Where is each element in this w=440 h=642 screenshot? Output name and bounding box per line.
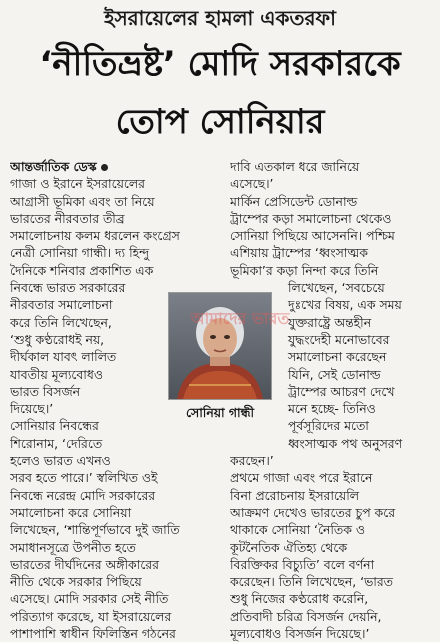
right-column-line: করেছেন। তিনি লিখেছেন, ‘ভারত xyxy=(230,574,393,590)
left-column-line: নেত্রী সোনিয়া গান্ধী। দ্য হিন্দু xyxy=(10,245,150,261)
right-column-line: ট্রাম্পের কড়া সমালোচনা থেকেও xyxy=(230,210,392,226)
right-column-line: প্রথমে গাজা এবং পরে ইরানে xyxy=(230,470,373,486)
right-column-line: এসেছে।’ xyxy=(230,176,274,192)
left-column-line: সমালোচনায় কলম ধরলেন কংগ্রেস xyxy=(10,228,180,244)
sonia-gandhi-photo xyxy=(168,292,272,400)
left-column-line: নিবন্ধে ভারত সরকারের xyxy=(10,280,126,296)
article-left-column xyxy=(10,158,222,642)
right-column-line: ধ্বংসাত্মক পথ অনুসরণ xyxy=(288,435,403,451)
left-column-line: শিরোনাম, ‘দেরিতে xyxy=(10,435,103,451)
right-column-line: যুক্তরাষ্ট্রে অন্তহীন xyxy=(288,314,372,330)
right-column-line: আক্রমণ দেখেও ভারতের চুপ করে xyxy=(230,504,396,520)
right-column-line: থাকাকে সোনিয়া ‘নৈতিক ও xyxy=(230,522,365,538)
dateline: আন্তর্জাতিক ডেস্ক xyxy=(10,158,222,175)
left-column-line: পরিত্যাগ করেছে, যা ইসরায়েলের xyxy=(10,608,172,624)
left-column-line: ভারতের নীরবতার তীব্র xyxy=(10,210,125,226)
left-column-line: নীতি থেকে সরকার পিছিয়ে xyxy=(10,574,142,590)
right-column-line: দুঃখের বিষয়, এক সময় xyxy=(288,297,402,313)
left-column-line: সরব হতে পারে।’ স্বলিখিত ওই xyxy=(10,470,158,486)
right-column-line: যুদ্ধংদেহী মনোভাবের xyxy=(288,331,390,347)
left-column-line: দিয়েছে।’ xyxy=(10,401,54,417)
bullet-dot-icon xyxy=(101,164,108,171)
left-column-line: ভারত বিসর্জন xyxy=(10,383,80,399)
right-column-line: মার্কিন প্রেসিডেন্ট ডোনাল্ড xyxy=(230,193,358,209)
right-column-line: সোনিয়া পিছিয়ে আসেননি। পশ্চিম xyxy=(230,228,395,244)
right-column-line: প্রতিবাদী চরিত্র বিসর্জন দেয়নি, xyxy=(230,608,382,624)
right-column-line: সমালোচনা করেছেন xyxy=(288,349,387,365)
left-column-line: হলেও ভারত এখনও xyxy=(10,453,111,469)
headline-line-2: তোপ সোনিয়ার xyxy=(115,102,325,142)
right-column-line: ট্রাম্পের আচরণ দেখে xyxy=(288,383,395,399)
right-column-line: দাবি এতকাল ধরে জানিয়ে xyxy=(230,159,360,174)
left-column-line: যাবতীয় মূল্যবোধও xyxy=(10,366,103,382)
left-column-line: দীর্ঘকাল যাবৎ লালিত xyxy=(10,349,117,365)
article-kicker: ইসরায়েলের হামলা একতরফা xyxy=(104,6,336,30)
right-column-line: মনে হচ্ছে- তিনিও xyxy=(288,401,376,417)
right-column-line: লিখেছেন, ‘সবচেয়ে xyxy=(288,280,385,296)
left-column-line: নীরবতার সমালোচনা xyxy=(10,297,113,313)
left-column-line: আগ্রাসী ভূমিকা এবং তা নিয়ে xyxy=(10,193,155,209)
headline-line-1: ‘নীতিভ্রষ্ট’ মোদি সরকারকে xyxy=(39,44,401,84)
article-right-column xyxy=(230,158,435,642)
right-column-line: করছেন।’ xyxy=(230,453,274,469)
left-column-line: লিখেছেন, ‘শান্তিপূর্ণভাবে দুই জাতি xyxy=(10,522,180,538)
right-column-line: এশিয়ায় ট্রাম্পের ‘ধ্বংসাত্মক xyxy=(230,245,368,261)
right-column-line: বিরক্তিকর বিচ্যুতি’ বলে বর্ণনা xyxy=(230,556,375,572)
right-column-line: পূর্বসূরিদের মতো xyxy=(288,418,369,434)
left-column-line: দৈনিকে শনিবার প্রকাশিত এক xyxy=(10,262,154,278)
right-column-line: কূটনৈতিক ঐতিহ্য থেকে xyxy=(230,539,348,555)
photo-caption: সোনিয়া গান্ধী xyxy=(185,405,255,420)
right-column-line: শুধু নিজের কণ্ঠরোধ করেনি, xyxy=(230,591,369,607)
left-column-line: সোনিয়ার নিবন্ধের xyxy=(10,418,99,434)
right-column-line: ভূমিকা’র কড়া নিন্দা করে তিনি xyxy=(230,262,379,278)
right-column-line: বিনা প্ররোচনায় ইসরায়েলি xyxy=(230,487,360,503)
left-column-line: ‘শুধু কণ্ঠরোধই নয়, xyxy=(10,331,105,347)
left-column-line: করে তিনি লিখেছেন, xyxy=(10,314,112,330)
left-column-line: গাজা ও ইরানে ইসরায়েলের xyxy=(10,176,145,192)
left-column-line: সমাধানসূত্রে উপনীত হতে xyxy=(10,539,136,555)
left-column-line: ভারতের দীর্ঘদিনের অঙ্গীকারের xyxy=(10,556,159,572)
left-column-line: নিবন্ধে নরেন্দ্র মোদি সরকারের xyxy=(10,487,156,503)
left-column-line: এসেছে। মোদি সরকার সেই নীতি xyxy=(10,591,169,607)
site-watermark: আমাদের ভারত xyxy=(190,309,290,328)
left-column-line: পাশাপাশি স্বাধীন ফিলিস্তিন গঠনের xyxy=(10,626,176,642)
right-column-line: মূল্যবোধও বিসর্জন দিয়েছে।’ xyxy=(230,626,370,642)
right-column-line: যিনি, সেই ডোনাল্ড xyxy=(288,366,381,382)
left-column-line: সমালোচনা করে সোনিয়া xyxy=(10,504,132,520)
